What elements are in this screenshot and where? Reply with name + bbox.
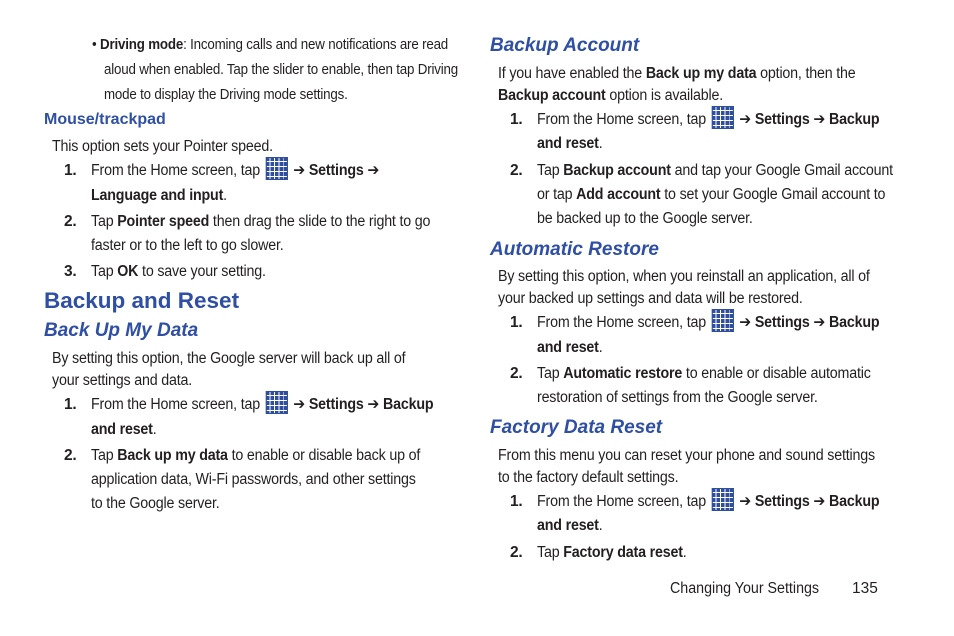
factory-reset-intro: From this menu you can reset your phone and sound settings — [498, 447, 875, 464]
backup-account-intro: If you have enabled the Back up my data option, then the — [498, 65, 856, 82]
footer-section-title: Changing Your Settings — [670, 580, 820, 597]
back-up-intro: By setting this option, the Google server will back up all of — [52, 350, 406, 367]
arrow-icon: ➔ — [739, 493, 752, 510]
back-up-my-data-heading: Back Up My Data — [44, 320, 199, 341]
arrow-icon: ➔ — [293, 162, 306, 179]
arrow-icon: ➔ — [813, 493, 826, 510]
backup-and-reset-heading: Backup and Reset — [44, 288, 240, 313]
driving-mode-label: Driving mode — [100, 37, 184, 53]
apps-icon — [266, 157, 288, 180]
arrow-icon: ➔ — [813, 314, 826, 331]
apps-icon — [712, 488, 734, 511]
bullet-dot: • — [92, 37, 97, 53]
mouse-trackpad-heading: Mouse/trackpad — [44, 111, 166, 128]
factory-data-reset-heading: Factory Data Reset — [490, 417, 663, 438]
apps-icon — [712, 106, 734, 129]
backup-account-heading: Backup Account — [490, 35, 640, 56]
arrow-icon: ➔ — [293, 396, 306, 413]
automatic-restore-heading: Automatic Restore — [490, 239, 659, 260]
arrow-icon: ➔ — [813, 111, 826, 128]
arrow-icon: ➔ — [739, 314, 752, 331]
auto-restore-intro: By setting this option, when you reinstall an application, all of — [498, 268, 870, 285]
page-number: 135 — [852, 580, 878, 597]
mouse-intro: This option sets your Pointer speed. — [52, 138, 273, 155]
arrow-icon: ➔ — [367, 396, 380, 413]
apps-icon — [712, 309, 734, 332]
arrow-icon: ➔ — [739, 111, 752, 128]
apps-icon — [266, 391, 288, 414]
arrow-icon: ➔ — [367, 162, 380, 179]
